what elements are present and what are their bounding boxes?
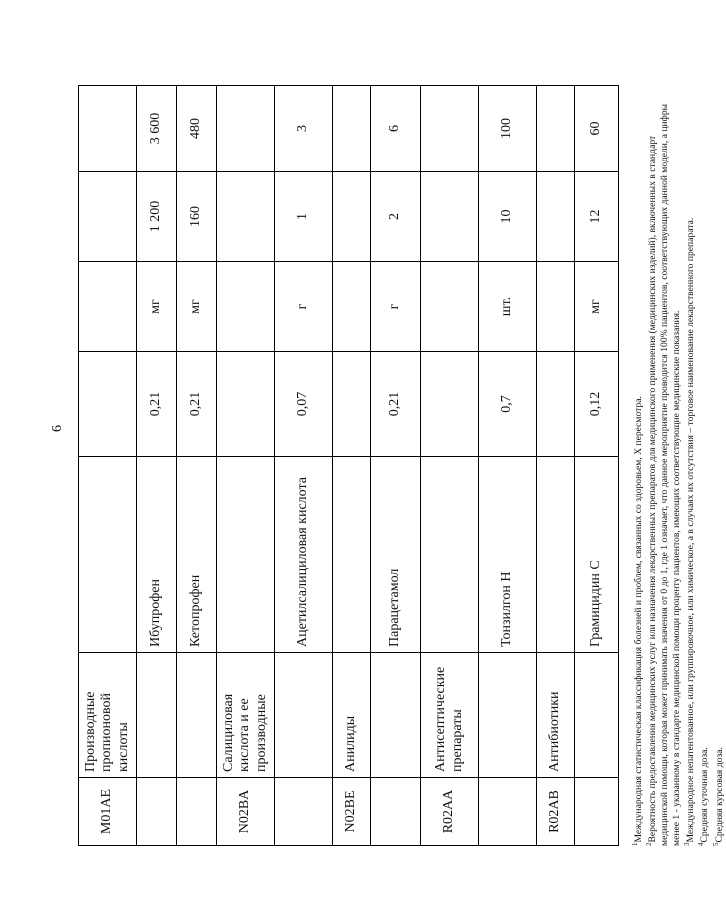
table-row — [217, 86, 275, 846]
drug-name-cell: Ацетилсалициловая кислота — [275, 457, 333, 653]
course-dose-cell: 100 — [479, 86, 537, 172]
table-row — [371, 86, 421, 846]
group-cell — [371, 653, 421, 778]
footnote-text: Международная статистическая классификация болезней и проблем, связанных со здоровьем, X пересмотра. — [633, 396, 645, 843]
drug-name-cell — [217, 457, 275, 653]
probability-cell: 0,7 — [479, 352, 537, 457]
probability-cell — [333, 352, 371, 457]
daily-dose-cell — [79, 172, 137, 262]
footnote — [631, 86, 645, 846]
probability-cell — [421, 352, 479, 457]
group-cell: Антисептические препараты — [421, 653, 479, 778]
group-cell: Антибиотики — [537, 653, 575, 778]
code-cell: R02AB — [537, 778, 575, 846]
probability-cell: 0,21 — [137, 352, 177, 457]
code-cell — [137, 778, 177, 846]
probability-cell: 0,21 — [371, 352, 421, 457]
footnote-number: 3 — [683, 842, 692, 846]
probability-cell: 0,07 — [275, 352, 333, 457]
table-row — [333, 86, 371, 846]
course-dose-cell: 3 600 — [137, 86, 177, 172]
footnote-number: 4 — [697, 842, 706, 846]
unit-cell — [537, 262, 575, 352]
table-row — [575, 86, 619, 846]
unit-cell: шт. — [479, 262, 537, 352]
course-dose-cell: 3 — [275, 86, 333, 172]
code-cell — [177, 778, 217, 846]
footnote-text: Средняя курсовая доза. — [713, 747, 725, 843]
group-cell — [575, 653, 619, 778]
group-cell — [275, 653, 333, 778]
course-dose-cell — [217, 86, 275, 172]
code-cell — [275, 778, 333, 846]
group-cell — [137, 653, 177, 778]
group-cell — [479, 653, 537, 778]
footnote-number: 2 — [645, 842, 654, 846]
daily-dose-cell — [537, 172, 575, 262]
code-cell: N02BA — [217, 778, 275, 846]
unit-cell: мг — [137, 262, 177, 352]
drug-name-cell: Грамицидин С — [575, 457, 619, 653]
unit-cell: мг — [177, 262, 217, 352]
table-row — [421, 86, 479, 846]
probability-cell — [537, 352, 575, 457]
table-row — [479, 86, 537, 846]
daily-dose-cell — [333, 172, 371, 262]
probability-cell — [217, 352, 275, 457]
group-cell: Анилиды — [333, 653, 371, 778]
course-dose-cell — [79, 86, 137, 172]
group-cell — [177, 653, 217, 778]
drug-name-cell — [421, 457, 479, 653]
code-cell: R02AA — [421, 778, 479, 846]
group-cell: Производные пропионовой кислоты — [79, 653, 137, 778]
footnote-number: 1 — [631, 842, 639, 846]
footnote-text: Вероятность предоставления медицинских услуг или назначения лекарственных препаратов для медицинского применения (медицинских изделий), включенных в стандарт медицинской помощи, которая может принимать значения от 0 до 1, где 1 означает, что данное мероприятие проводится 100% пациентов, соответствующих данной модели, а цифры менее 1 - указанному в стандарте медицинской помощи проценту пациентов, имеющих соответствующие медицинские показания. — [647, 103, 683, 846]
drug-standard-table — [78, 85, 619, 846]
page-number: 6 — [50, 425, 65, 432]
footnote — [683, 86, 697, 846]
unit-cell — [333, 262, 371, 352]
probability-cell: 0,21 — [177, 352, 217, 457]
drug-name-cell: Тонзилгон Н — [479, 457, 537, 653]
course-dose-cell: 60 — [575, 86, 619, 172]
table-row — [137, 86, 177, 846]
probability-cell: 0,12 — [575, 352, 619, 457]
table-row — [537, 86, 575, 846]
unit-cell — [79, 262, 137, 352]
group-cell: Салициловая кислота и ее производные — [217, 653, 275, 778]
unit-cell: мг — [575, 262, 619, 352]
unit-cell — [217, 262, 275, 352]
drug-name-cell — [537, 457, 575, 653]
unit-cell: г — [371, 262, 421, 352]
drug-name-cell: Кетопрофен — [177, 457, 217, 653]
drug-name-cell: Ибупрофен — [137, 457, 177, 653]
drug-name-cell — [79, 457, 137, 653]
course-dose-cell: 480 — [177, 86, 217, 172]
daily-dose-cell — [421, 172, 479, 262]
footnote — [645, 86, 683, 846]
footnote-number: 5 — [711, 842, 720, 846]
code-cell — [371, 778, 421, 846]
code-cell: M01AE — [79, 778, 137, 846]
daily-dose-cell: 1 200 — [137, 172, 177, 262]
course-dose-cell — [333, 86, 371, 172]
unit-cell: г — [275, 262, 333, 352]
daily-dose-cell: 2 — [371, 172, 421, 262]
table-row — [177, 86, 217, 846]
course-dose-cell: 6 — [371, 86, 421, 172]
footnote — [712, 86, 726, 846]
rotated-page-content — [78, 86, 725, 846]
daily-dose-cell: 10 — [479, 172, 537, 262]
probability-cell — [79, 352, 137, 457]
table-body — [79, 86, 619, 846]
table-row — [79, 86, 137, 846]
code-cell: N02BE — [333, 778, 371, 846]
footnotes — [631, 86, 726, 846]
footnote-text: Средняя суточная доза. — [699, 747, 711, 843]
course-dose-cell — [421, 86, 479, 172]
daily-dose-cell: 12 — [575, 172, 619, 262]
code-cell — [479, 778, 537, 846]
course-dose-cell — [537, 86, 575, 172]
drug-name-cell — [333, 457, 371, 653]
code-cell — [575, 778, 619, 846]
table-row — [275, 86, 333, 846]
daily-dose-cell — [217, 172, 275, 262]
footnote-text: Международное непатентованное, или группировочное, или химическое, а в случаях их отсутствия – торговое наименование лекарственного препарата. — [685, 217, 697, 843]
unit-cell — [421, 262, 479, 352]
drug-name-cell: Парацетамол — [371, 457, 421, 653]
footnote — [697, 86, 711, 846]
daily-dose-cell: 1 — [275, 172, 333, 262]
daily-dose-cell: 160 — [177, 172, 217, 262]
